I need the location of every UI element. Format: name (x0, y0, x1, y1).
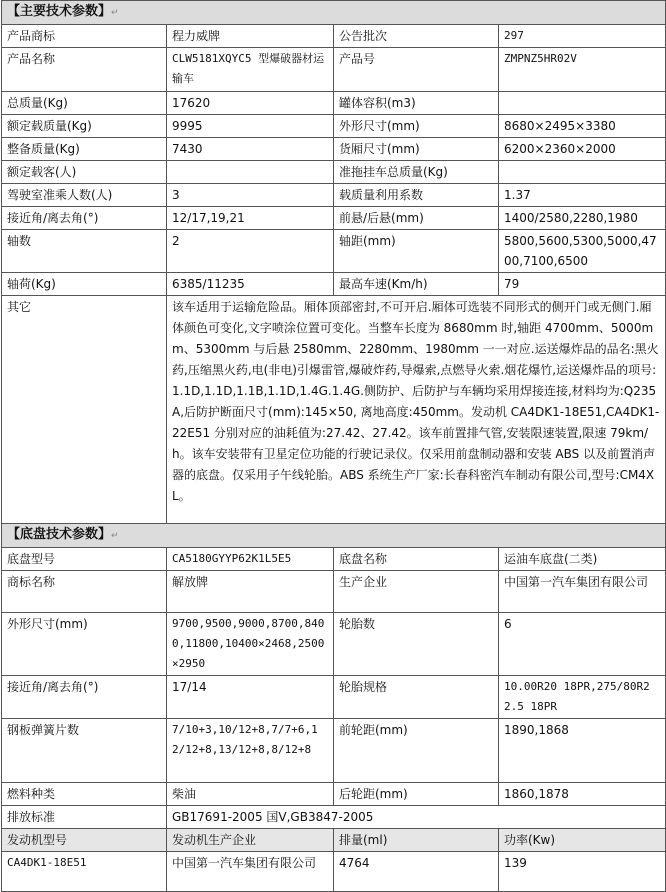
cell-label: 钢板弹簧片数 (2, 719, 167, 783)
cell-value: 中国第一汽车集团有限公司 (167, 852, 334, 892)
cell-label: 罐体容积(m3) (334, 92, 499, 115)
chassis-section-title: 【底盘技术参数】↵ (2, 524, 666, 548)
cell-label: 额定载客(人) (2, 161, 167, 184)
cell-value: 9995 (167, 115, 334, 138)
column-header: 功率(Kw) (499, 829, 666, 852)
cell-value: 1890,1868 (499, 719, 666, 783)
cell-value: 10.00R20 18PR,275/80R22.5 18PR (499, 676, 666, 719)
cell-value: 17620 (167, 92, 334, 115)
cell-value: 柴油 (167, 783, 334, 806)
cell-value: 程力威牌 (167, 25, 334, 48)
table-row-other (2, 296, 666, 524)
cell-value: 297 (499, 25, 666, 48)
cell-label: 其它 (2, 296, 167, 524)
cell-label: 总质量(Kg) (2, 92, 167, 115)
cell-label: 驾驶室准乘人数(人) (2, 184, 167, 207)
table-row (2, 852, 666, 892)
cell-label: 准拖挂车总质量(Kg) (334, 161, 499, 184)
cell-value: 12/17,19,21 (167, 207, 334, 230)
spec-table (1, 0, 666, 892)
other-description: 该车适用于运输危险品。厢体顶部密封,不可开启.厢体可选装不同形式的侧开门或无侧门.厢体颜色可变化,文字喷涂位置可变化。当整车长度为 8680mm 时,轴距 4700mm、5000mm、5300mm 与后悬 2580mm、2280mm、1980mm 一一对应.运送爆炸品的品名:黑火药,压缩黑火药,电(非电)引爆雷管,爆破炸药,导爆索,点燃导火索.烟花爆竹,运送爆炸品的项号:1.1D,1.1D,1.1B,1.1D,1.4G.1.4G.侧防护、后防护与车辆均采用焊接连接,材料均为:Q235A,后防护断面尺寸(mm):145×50, 离地高度:450mm。发动机 CA4DK1-18E51,CA4DK1-22E51 分别对应的油耗值为:27.42、27.42。该车前置排气管,安装限速装置,限速 79km/h。该车安装带有卫星定位功能的行驶记录仪。仅采用前盘制动器和安装 ABS 以及前置消声器的底盘。仅采用子午线轮胎。ABS 系统生产厂家:长春科密汽车制动有限公司,型号:CM4XL。 (167, 296, 666, 524)
cell-label: 产品商标 (2, 25, 167, 48)
cell-value: CA5180GYYP62K1L5E5 (167, 548, 334, 571)
cell-label: 载质量利用系数 (334, 184, 499, 207)
cell-value: 中国第一汽车集团有限公司 (499, 571, 666, 613)
table-row (2, 115, 666, 138)
cell-value: 1400/2580,2280,1980 (499, 207, 666, 230)
cell-value: 8680×2495×3380 (499, 115, 666, 138)
table-row (2, 273, 666, 296)
cell-label: 前轮距(mm) (334, 719, 499, 783)
cell-value: 1.37 (499, 184, 666, 207)
cell-value: 7/10+3,10/12+8,7/7+6,12/12+8,13/12+8,8/12+8 (167, 719, 334, 783)
cell-label: 轮胎规格 (334, 676, 499, 719)
cell-value: 3 (167, 184, 334, 207)
cell-value (167, 161, 334, 184)
cell-label: 轮胎数 (334, 613, 499, 676)
table-row (2, 25, 666, 48)
cell-label: 底盘名称 (334, 548, 499, 571)
cell-value: 5800,5600,5300,5000,4700,7100,6500 (499, 230, 666, 273)
cell-label: 燃料种类 (2, 783, 167, 806)
table-row (2, 138, 666, 161)
table-row (2, 48, 666, 92)
column-header: 发动机型号 (2, 829, 167, 852)
cell-value (499, 161, 666, 184)
cell-label: 产品名称 (2, 48, 167, 92)
table-row-emission (2, 806, 666, 829)
cell-value: ZMPNZ5HR02V (499, 48, 666, 92)
cell-label: 轴荷(Kg) (2, 273, 167, 296)
cell-label: 排放标准 (2, 806, 167, 829)
table-row (2, 92, 666, 115)
table-row (2, 571, 666, 613)
cell-label: 外形尺寸(mm) (334, 115, 499, 138)
cell-label: 接近角/离去角(°) (2, 676, 167, 719)
cell-label: 轴距(mm) (334, 230, 499, 273)
cell-value: 6385/11235 (167, 273, 334, 296)
table-row (2, 230, 666, 273)
cell-value: CLW5181XQYC5 型爆破器材运输车 (167, 48, 334, 92)
cell-value: 79 (499, 273, 666, 296)
cell-label: 后轮距(mm) (334, 783, 499, 806)
main-section-title: 【主要技术参数】↵ (2, 1, 666, 25)
table-row (2, 184, 666, 207)
cell-label: 前悬/后悬(mm) (334, 207, 499, 230)
table-row (2, 719, 666, 783)
cell-value: 9700,9500,9000,8700,8400,11800,10400×2468,2500×2950 (167, 613, 334, 676)
cell-label: 产品号 (334, 48, 499, 92)
cell-label: 底盘型号 (2, 548, 167, 571)
cell-value: 解放牌 (167, 571, 334, 613)
cell-label: 商标名称 (2, 571, 167, 613)
cell-label: 整备质量(Kg) (2, 138, 167, 161)
cell-value: CA4DK1-18E51 (2, 852, 167, 892)
cell-value: 1860,1878 (499, 783, 666, 806)
table-row (2, 783, 666, 806)
table-row (2, 613, 666, 676)
column-header: 排量(ml) (334, 829, 499, 852)
cell-value: 运油车底盘(二类) (499, 548, 666, 571)
cell-value: 2 (167, 230, 334, 273)
cell-label: 生产企业 (334, 571, 499, 613)
cell-label: 接近角/离去角(°) (2, 207, 167, 230)
cell-value: 7430 (167, 138, 334, 161)
cell-value (499, 92, 666, 115)
cell-value: 17/14 (167, 676, 334, 719)
cell-value: 139 (499, 852, 666, 892)
cell-value: 6 (499, 613, 666, 676)
column-header: 发动机生产企业 (167, 829, 334, 852)
cell-label: 最高车速(Km/h) (334, 273, 499, 296)
table-row (2, 207, 666, 230)
table-row (2, 548, 666, 571)
engine-header-row (2, 829, 666, 852)
cell-label: 货厢尺寸(mm) (334, 138, 499, 161)
table-row (2, 161, 666, 184)
cell-label: 外形尺寸(mm) (2, 613, 167, 676)
cell-label: 额定载质量(Kg) (2, 115, 167, 138)
cell-label: 轴数 (2, 230, 167, 273)
cell-value: 4764 (334, 852, 499, 892)
table-row (2, 676, 666, 719)
cell-value: GB17691-2005 国V,GB3847-2005 (167, 806, 666, 829)
cell-value: 6200×2360×2000 (499, 138, 666, 161)
cell-label: 公告批次 (334, 25, 499, 48)
